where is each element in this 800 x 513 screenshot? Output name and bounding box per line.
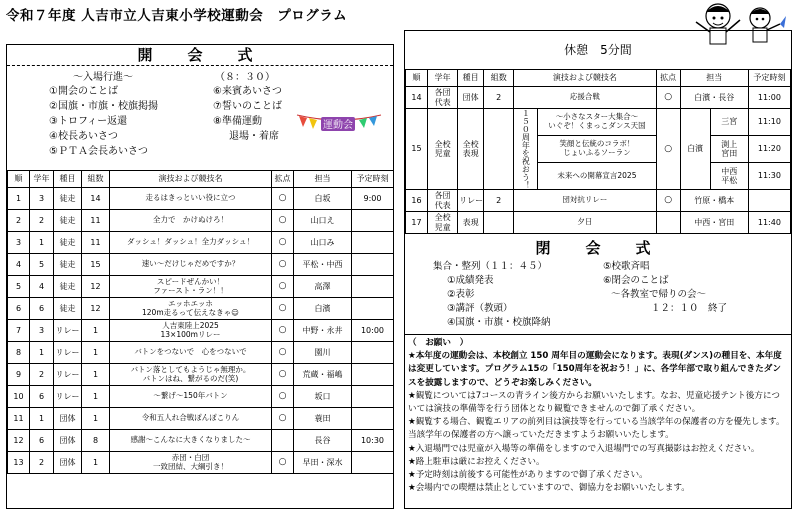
- row-kind: 徒走: [54, 188, 82, 210]
- row-points-mark: ○: [272, 254, 294, 276]
- closing-end: １２：１０ 終了: [651, 303, 728, 314]
- row-groups: 11: [82, 210, 110, 232]
- row-event: 団対抗リレー: [514, 190, 656, 212]
- row-event-line: 赤団・白団: [171, 452, 210, 462]
- row-kind: リレー: [54, 364, 82, 386]
- row-grade: 2: [30, 364, 54, 386]
- row-kind: 団体: [54, 430, 82, 452]
- table-row: [8, 320, 394, 342]
- bunting-text: 運動会: [323, 120, 353, 131]
- table-row: [8, 342, 394, 364]
- row-kind: 徒走: [54, 232, 82, 254]
- row-event-line: 全力で かけぬけろ！: [153, 215, 228, 225]
- row-time: [352, 210, 394, 232]
- row-sub-event: ～小さなスター大集合～ いぐぞ！くまっこダンス天国: [538, 109, 656, 136]
- notice-paragraph: ★会場内での喫煙は禁止としていますので、御協力をお願いいたします。: [408, 483, 690, 494]
- col-header-points: 拡点: [656, 70, 680, 87]
- row-event: [110, 254, 272, 276]
- table-row: [8, 386, 394, 408]
- row-no: 17: [406, 212, 428, 234]
- col-header-staff: 担当: [680, 70, 748, 87]
- row-grade: 2: [30, 452, 54, 474]
- row-event-line: エッホエッホ: [168, 298, 213, 308]
- row-grade: 2: [30, 210, 54, 232]
- row-groups: 1: [82, 320, 110, 342]
- row-time: 11:30: [748, 163, 790, 190]
- row-grade: 6: [30, 298, 54, 320]
- col-header-kind: 種目: [458, 70, 484, 87]
- row-points-mark: ○: [272, 386, 294, 408]
- right-program-panel: [404, 30, 792, 509]
- row-kind: リレー: [54, 342, 82, 364]
- col-header-event: 演技および競技名: [110, 171, 272, 188]
- row-staff-sub: 三宮: [710, 109, 748, 136]
- closing-item: ⑤校歌斉唱: [603, 261, 650, 272]
- row-staff: 荒蔵・福嶋: [294, 364, 352, 386]
- row-event-line: 13×100mリレー: [160, 329, 221, 339]
- table-row: [8, 188, 394, 210]
- opening-item: ⑧準備運動: [213, 116, 262, 127]
- row-event-line: 120m走るって伝えなきゃ☺: [142, 307, 239, 317]
- row-groups: 1: [82, 364, 110, 386]
- row-staff: 山口み: [294, 232, 352, 254]
- row-staff-sub: 中西 平松: [710, 163, 748, 190]
- row-no: 2: [8, 210, 30, 232]
- row-event-line: 走るはきっといい役に立つ: [145, 193, 236, 203]
- table-row: [8, 452, 394, 474]
- row-groups: 8: [82, 430, 110, 452]
- row-staff: 中西・宮田: [680, 212, 748, 234]
- row-time: [352, 298, 394, 320]
- table-row: [8, 232, 394, 254]
- col-header-points: 拡点: [272, 171, 294, 188]
- row-time: 10:30: [352, 430, 394, 452]
- opening-item: ①開会のことば: [49, 86, 118, 97]
- row-staff: 白濱: [680, 109, 710, 190]
- col-header-no: 順: [406, 70, 428, 87]
- row-grade: 5: [30, 254, 54, 276]
- table-row: [406, 212, 791, 234]
- row-points-mark: ○: [656, 109, 680, 190]
- row-event: [110, 188, 272, 210]
- row-groups: 1: [82, 452, 110, 474]
- row-groups: [484, 109, 514, 190]
- row-staff: 山口え: [294, 210, 352, 232]
- row-staff: 長谷: [294, 430, 352, 452]
- row-groups: 12: [82, 298, 110, 320]
- row-points-mark: ○: [272, 364, 294, 386]
- row-groups: 1: [82, 342, 110, 364]
- row-time: [352, 232, 394, 254]
- opening-ceremony-heading: 開 会 式: [137, 46, 263, 64]
- row-event-line: ダッシュ！ダッシュ！全力ダッシュ！: [126, 237, 255, 247]
- row-time: 11:40: [748, 212, 790, 234]
- opening-item: ④校長あいさつ: [49, 131, 118, 142]
- table-header-row: [406, 70, 791, 87]
- row-points-mark: ○: [656, 190, 680, 212]
- row-time: [748, 190, 790, 212]
- row-time: [352, 254, 394, 276]
- notice-section: [405, 335, 791, 497]
- row-event-line: 感謝～こんなに大きくなりました～: [130, 435, 251, 445]
- row-kind: 徒走: [54, 210, 82, 232]
- row-time: [352, 386, 394, 408]
- row-event-vertical: １５０周年を祝おう！: [514, 109, 538, 190]
- row-no: 14: [406, 87, 428, 109]
- row-grade: 各団 代表: [428, 87, 458, 109]
- row-time: [352, 408, 394, 430]
- table-row: [8, 298, 394, 320]
- row-points-mark: ○: [272, 342, 294, 364]
- row-grade: 全校 児童: [428, 109, 458, 190]
- row-time: 11:00: [748, 87, 790, 109]
- row-staff: 蓑田: [294, 408, 352, 430]
- row-staff: 白坂: [294, 188, 352, 210]
- table-row: [406, 109, 791, 136]
- row-groups: 2: [484, 87, 514, 109]
- row-kind: 全校 表現: [458, 109, 484, 190]
- col-header-kind: 種目: [54, 171, 82, 188]
- row-no: 16: [406, 190, 428, 212]
- row-grade: 1: [30, 232, 54, 254]
- row-event-line: バトン落としてもようじゃ無理か。: [130, 364, 251, 374]
- row-staff: 高澤: [294, 276, 352, 298]
- table-row: [8, 210, 394, 232]
- row-time: 11:10: [748, 109, 790, 136]
- col-header-groups: 組数: [484, 70, 514, 87]
- row-no: 11: [8, 408, 30, 430]
- row-kind: 徒走: [54, 298, 82, 320]
- row-points-mark: ○: [272, 298, 294, 320]
- row-event: [110, 386, 272, 408]
- closing-dismiss: ～各教室で帰りの会～: [611, 289, 707, 300]
- row-event-line: ファースト・ラン！！: [153, 285, 228, 295]
- row-sub-event: 未来への開幕宣言2025: [538, 163, 656, 190]
- row-no: 15: [406, 109, 428, 190]
- row-staff: 坂口: [294, 386, 352, 408]
- row-staff: 白濱・長谷: [680, 87, 748, 109]
- row-event: [110, 430, 272, 452]
- row-grade: 3: [30, 320, 54, 342]
- row-staff: 平松・中西: [294, 254, 352, 276]
- row-time: 11:20: [748, 136, 790, 163]
- row-grade: 6: [30, 386, 54, 408]
- row-no: 7: [8, 320, 30, 342]
- row-no: 9: [8, 364, 30, 386]
- row-groups: 12: [82, 276, 110, 298]
- row-kind: リレー: [458, 190, 484, 212]
- row-kind: 団体: [54, 452, 82, 474]
- program-table-left: [7, 170, 394, 474]
- row-points-mark: [272, 430, 294, 452]
- col-header-staff: 担当: [294, 171, 352, 188]
- notice-paragraph: ★観覧する場合、観覧エリアの前列目は演技等を行っている当該学年の保護者の方を優先します。当該学年の保護者の方へ譲っていただきますようお願いいたします。: [408, 417, 785, 441]
- col-header-time: 予定時刻: [748, 70, 790, 87]
- row-event: [110, 364, 272, 386]
- row-grade: 3: [30, 188, 54, 210]
- row-grade: 4: [30, 276, 54, 298]
- row-staff-sub: 渕上 宮田: [710, 136, 748, 163]
- col-header-event: 演技および競技名: [514, 70, 656, 87]
- table-row: [8, 364, 394, 386]
- row-time: 10:00: [352, 320, 394, 342]
- closing-ceremony-section: [405, 258, 791, 348]
- row-groups: 15: [82, 254, 110, 276]
- row-event: [110, 408, 272, 430]
- row-groups: 14: [82, 188, 110, 210]
- row-kind: 徒走: [54, 276, 82, 298]
- row-points-mark: ○: [272, 276, 294, 298]
- col-header-no: 順: [8, 171, 30, 188]
- col-header-groups: 組数: [82, 171, 110, 188]
- row-kind: 団体: [458, 87, 484, 109]
- col-header-time: 予定時刻: [352, 171, 394, 188]
- notice-paragraph: ★本年度の運動会は、本校創立 150 周年目の運動会になります。表現(ダンス)の種目を、本年度は変更しています。プログラム15の「150周年を祝おう！」に、各学年部で取り組んできたダンスを披露しますので、どうぞお楽しみください。: [408, 351, 782, 388]
- row-no: 4: [8, 254, 30, 276]
- row-no: 13: [8, 452, 30, 474]
- program-table-right: [405, 69, 791, 234]
- row-points-mark: ○: [272, 188, 294, 210]
- row-staff: 白濱: [294, 298, 352, 320]
- row-points-mark: ○: [272, 452, 294, 474]
- row-no: 12: [8, 430, 30, 452]
- table-row: [406, 87, 791, 109]
- row-kind: 団体: [54, 408, 82, 430]
- table-header-row: [8, 171, 394, 188]
- row-staff: 園川: [294, 342, 352, 364]
- row-points-mark: ○: [656, 87, 680, 109]
- table-row: [8, 408, 394, 430]
- row-event: 夕日: [514, 212, 656, 234]
- row-event: [110, 210, 272, 232]
- row-groups: 2: [484, 190, 514, 212]
- page-title: 令和７年度 人吉市立人吉東小学校運動会 プログラム: [6, 8, 348, 24]
- row-no: 3: [8, 232, 30, 254]
- row-event-line: 令和五人れ合戦ぽんぽこりん: [141, 413, 240, 423]
- row-event-line: ～繋げ～150年バトン: [153, 391, 228, 401]
- row-no: 10: [8, 386, 30, 408]
- row-staff: 早田・深水: [294, 452, 352, 474]
- opening-item: ②国旗・市旗・校旗掲揚: [49, 101, 158, 112]
- opening-time: （８：３０）: [215, 72, 275, 83]
- row-grade: 1: [30, 342, 54, 364]
- row-event: [110, 276, 272, 298]
- row-points-mark: ○: [272, 210, 294, 232]
- row-time: [352, 452, 394, 474]
- row-time: [352, 276, 394, 298]
- row-groups: 1: [82, 408, 110, 430]
- notice-paragraph: ★路上駐車は厳にお控えください。: [408, 456, 545, 467]
- row-points-mark: ○: [272, 320, 294, 342]
- closing-item: ④国旗・市旗・校旗降納: [447, 317, 551, 328]
- row-staff: 中野・永井: [294, 320, 352, 342]
- row-staff: 竹原・橋本: [680, 190, 748, 212]
- row-time: [352, 342, 394, 364]
- table-row: [406, 190, 791, 212]
- closing-item: ①成績発表: [447, 275, 494, 286]
- row-no: 5: [8, 276, 30, 298]
- notice-paragraph: ★予定時刻は前後する可能性がありますので御了承ください。: [408, 470, 648, 481]
- row-grade: 各団 代表: [428, 190, 458, 212]
- row-no: 8: [8, 342, 30, 364]
- row-event: [110, 298, 272, 320]
- row-event-line: 一致団結、大綱引き！: [153, 461, 228, 471]
- row-event: [110, 342, 272, 364]
- closing-ceremony-heading: 閉 会 式: [535, 239, 661, 257]
- undokai-bunting: [295, 111, 383, 135]
- row-event: 応援合戦: [514, 87, 656, 109]
- row-event: [110, 452, 272, 474]
- table-row: [8, 430, 394, 452]
- row-kind: リレー: [54, 320, 82, 342]
- table-row: [8, 276, 394, 298]
- left-program-panel: [6, 44, 394, 509]
- row-grade: 6: [30, 430, 54, 452]
- closing-gather: 集合・整列（１１：４５）: [433, 261, 548, 272]
- row-points-mark: ○: [272, 232, 294, 254]
- row-event: [110, 320, 272, 342]
- row-event-line: 速い～だけじゃだめですか？: [141, 259, 240, 269]
- opening-item: ⑤ＰＴＡ会長あいさつ: [49, 146, 148, 157]
- row-kind: 表現: [458, 212, 484, 234]
- col-header-grade: 学年: [428, 70, 458, 87]
- closing-item: ⑥閉会のことば: [603, 275, 669, 286]
- row-points-mark: [656, 212, 680, 234]
- march-label: ～入場行進～: [73, 72, 133, 83]
- row-kind: 徒走: [54, 254, 82, 276]
- row-event-line: スピードぜんかい！: [156, 276, 225, 286]
- notice-title: （ お願い ）: [408, 338, 469, 348]
- row-groups: [484, 212, 514, 234]
- table-row: [8, 254, 394, 276]
- notice-paragraph: ★観覧については7コースの青ライン後方からお願いいたします。なお、児童応援テント後方については演技の準備等を行う団体となり観覧できませんので御了承ください。: [408, 390, 780, 415]
- notice-paragraph: ★入退場門では児童が入場等の準備をしますので入退場門での写真撮影はお控えください。: [408, 443, 760, 454]
- row-no: 1: [8, 188, 30, 210]
- row-sub-event: 笑顔と伝統のコラボ！ じょいふるソーラン: [538, 136, 656, 163]
- row-time: 9:00: [352, 188, 394, 210]
- row-time: [352, 364, 394, 386]
- row-event-line: バトンをつないで 心をつないで: [134, 347, 247, 357]
- closing-item: ③講評（教頭）: [447, 303, 513, 314]
- opening-item: ⑦誓いのことば: [213, 101, 282, 112]
- opening-item: ⑥来賓あいさつ: [213, 86, 282, 97]
- row-event-line: 人吉東陸上2025: [162, 320, 219, 330]
- rest-break-label: 休憩 5分間: [564, 43, 632, 57]
- row-event: [110, 232, 272, 254]
- closing-item: ②表彰: [447, 289, 475, 300]
- row-groups: 1: [82, 386, 110, 408]
- row-groups: 11: [82, 232, 110, 254]
- row-points-mark: ○: [272, 408, 294, 430]
- opening-item: ③トロフィー返還: [49, 116, 128, 127]
- row-grade: 全校 児童: [428, 212, 458, 234]
- row-no: 6: [8, 298, 30, 320]
- opening-item: 退場・着席: [229, 131, 279, 142]
- row-kind: リレー: [54, 386, 82, 408]
- row-grade: 1: [30, 408, 54, 430]
- col-header-grade: 学年: [30, 171, 54, 188]
- row-event-line: バトンはね、繋がるのだ(笑): [142, 373, 239, 383]
